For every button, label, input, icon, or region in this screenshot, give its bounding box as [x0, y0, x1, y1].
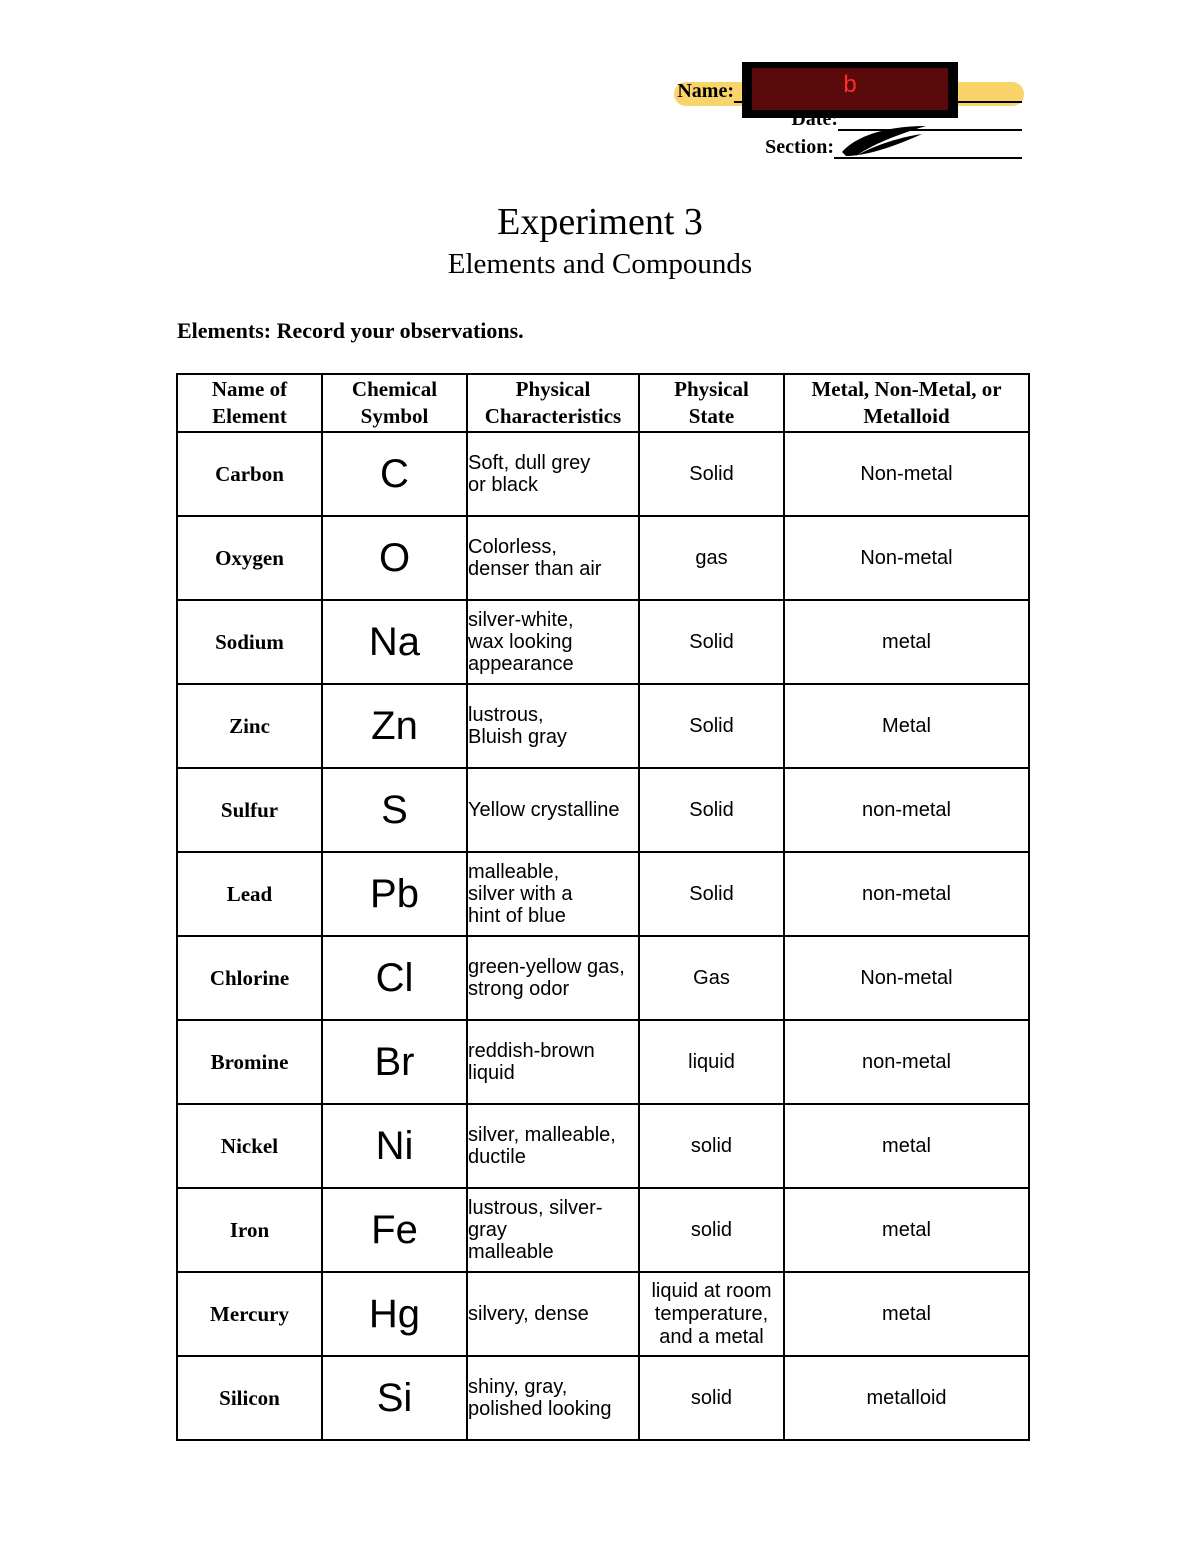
element-name-cell[interactable]: Carbon: [177, 432, 322, 516]
instruction-line: [177, 318, 524, 344]
classification-cell[interactable]: non-metal: [784, 1020, 1029, 1104]
chemical-symbol-cell[interactable]: C: [322, 432, 467, 516]
element-name-cell[interactable]: Lead: [177, 852, 322, 936]
physical-characteristics-cell[interactable]: silver-white, wax looking appearance: [467, 600, 639, 684]
physical-characteristics-cell[interactable]: lustrous, Bluish gray: [467, 684, 639, 768]
chemical-symbol-cell[interactable]: S: [322, 768, 467, 852]
chemical-symbol-cell[interactable]: Ni: [322, 1104, 467, 1188]
classification-cell[interactable]: metal: [784, 600, 1029, 684]
chemical-symbol-cell[interactable]: Zn: [322, 684, 467, 768]
column-header-characteristics: Physical Characteristics: [467, 374, 639, 432]
table-header-row: [177, 374, 1029, 432]
chemical-symbol-cell[interactable]: Fe: [322, 1188, 467, 1272]
student-info-header: [640, 71, 1030, 168]
physical-state-cell[interactable]: Gas: [639, 936, 784, 1020]
element-name-cell[interactable]: Zinc: [177, 684, 322, 768]
physical-characteristics-cell[interactable]: shiny, gray, polished looking: [467, 1356, 639, 1440]
classification-cell[interactable]: Metal: [784, 684, 1029, 768]
physical-characteristics-cell[interactable]: green-yellow gas, strong odor: [467, 936, 639, 1020]
classification-cell[interactable]: metal: [784, 1188, 1029, 1272]
physical-state-cell[interactable]: Solid: [639, 432, 784, 516]
section-label: Section:: [765, 136, 834, 158]
classification-cell[interactable]: metalloid: [784, 1356, 1029, 1440]
instruction-label: Elements: [177, 318, 264, 343]
physical-state-cell[interactable]: gas: [639, 516, 784, 600]
page-title: Experiment 3: [497, 201, 703, 243]
element-name-cell[interactable]: Silicon: [177, 1356, 322, 1440]
physical-characteristics-cell[interactable]: reddish-brown liquid: [467, 1020, 639, 1104]
physical-state-cell[interactable]: solid: [639, 1104, 784, 1188]
column-header-element: Name of Element: [177, 374, 322, 432]
column-header-classification: Metal, Non-Metal, or Metalloid: [784, 374, 1029, 432]
chemical-symbol-cell[interactable]: Si: [322, 1356, 467, 1440]
table-row: [177, 1188, 1029, 1272]
classification-cell[interactable]: Non-metal: [784, 432, 1029, 516]
classification-cell[interactable]: Non-metal: [784, 516, 1029, 600]
chemical-symbol-cell[interactable]: Br: [322, 1020, 467, 1104]
chemical-symbol-cell[interactable]: Pb: [322, 852, 467, 936]
physical-state-cell[interactable]: Solid: [639, 768, 784, 852]
table-row: [177, 1020, 1029, 1104]
table-row: [177, 516, 1029, 600]
physical-state-cell[interactable]: Solid: [639, 852, 784, 936]
physical-state-cell[interactable]: solid: [639, 1188, 784, 1272]
physical-characteristics-cell[interactable]: Yellow crystalline: [467, 768, 639, 852]
classification-cell[interactable]: Non-metal: [784, 936, 1029, 1020]
chemical-symbol-cell[interactable]: Hg: [322, 1272, 467, 1356]
classification-cell[interactable]: metal: [784, 1272, 1029, 1356]
chemical-symbol-cell[interactable]: Cl: [322, 936, 467, 1020]
table-row: [177, 432, 1029, 516]
name-value: b: [752, 68, 948, 110]
physical-characteristics-cell[interactable]: silvery, dense: [467, 1272, 639, 1356]
element-name-cell[interactable]: Bromine: [177, 1020, 322, 1104]
table-row: [177, 1104, 1029, 1188]
physical-state-cell[interactable]: Solid: [639, 600, 784, 684]
physical-characteristics-cell[interactable]: silver, malleable, ductile: [467, 1104, 639, 1188]
table-row: [177, 684, 1029, 768]
element-name-cell[interactable]: Nickel: [177, 1104, 322, 1188]
physical-characteristics-cell[interactable]: Colorless, denser than air: [467, 516, 639, 600]
column-header-symbol: Chemical Symbol: [322, 374, 467, 432]
instruction-text: : Record your observations.: [263, 318, 524, 343]
date-label: Date:: [791, 108, 838, 130]
table-row: [177, 768, 1029, 852]
physical-characteristics-cell[interactable]: Soft, dull grey or black: [467, 432, 639, 516]
element-name-cell[interactable]: Oxygen: [177, 516, 322, 600]
chemical-symbol-cell[interactable]: Na: [322, 600, 467, 684]
page-subtitle: Elements and Compounds: [447, 248, 753, 280]
element-name-cell[interactable]: Mercury: [177, 1272, 322, 1356]
physical-characteristics-cell[interactable]: lustrous, silver-gray malleable: [467, 1188, 639, 1272]
element-name-cell[interactable]: Chlorine: [177, 936, 322, 1020]
table-row: [177, 600, 1029, 684]
element-name-cell[interactable]: Sulfur: [177, 768, 322, 852]
physical-state-cell[interactable]: Solid: [639, 684, 784, 768]
chemical-symbol-cell[interactable]: O: [322, 516, 467, 600]
physical-state-cell[interactable]: solid: [639, 1356, 784, 1440]
element-name-cell[interactable]: Iron: [177, 1188, 322, 1272]
element-name-cell[interactable]: Sodium: [177, 600, 322, 684]
classification-cell[interactable]: non-metal: [784, 852, 1029, 936]
table-row: [177, 936, 1029, 1020]
table-body: [177, 432, 1029, 1440]
table-row: [177, 1356, 1029, 1440]
table-row: [177, 852, 1029, 936]
scribble-redaction: [836, 122, 932, 158]
physical-characteristics-cell[interactable]: malleable, silver with a hint of blue: [467, 852, 639, 936]
column-header-state: Physical State: [639, 374, 784, 432]
observations-table: [176, 373, 1030, 1441]
classification-cell[interactable]: non-metal: [784, 768, 1029, 852]
physical-state-cell[interactable]: liquid at room temperature, and a metal: [639, 1272, 784, 1356]
classification-cell[interactable]: metal: [784, 1104, 1029, 1188]
physical-state-cell[interactable]: liquid: [639, 1020, 784, 1104]
table-row: [177, 1272, 1029, 1356]
name-label: Name:: [677, 80, 734, 102]
